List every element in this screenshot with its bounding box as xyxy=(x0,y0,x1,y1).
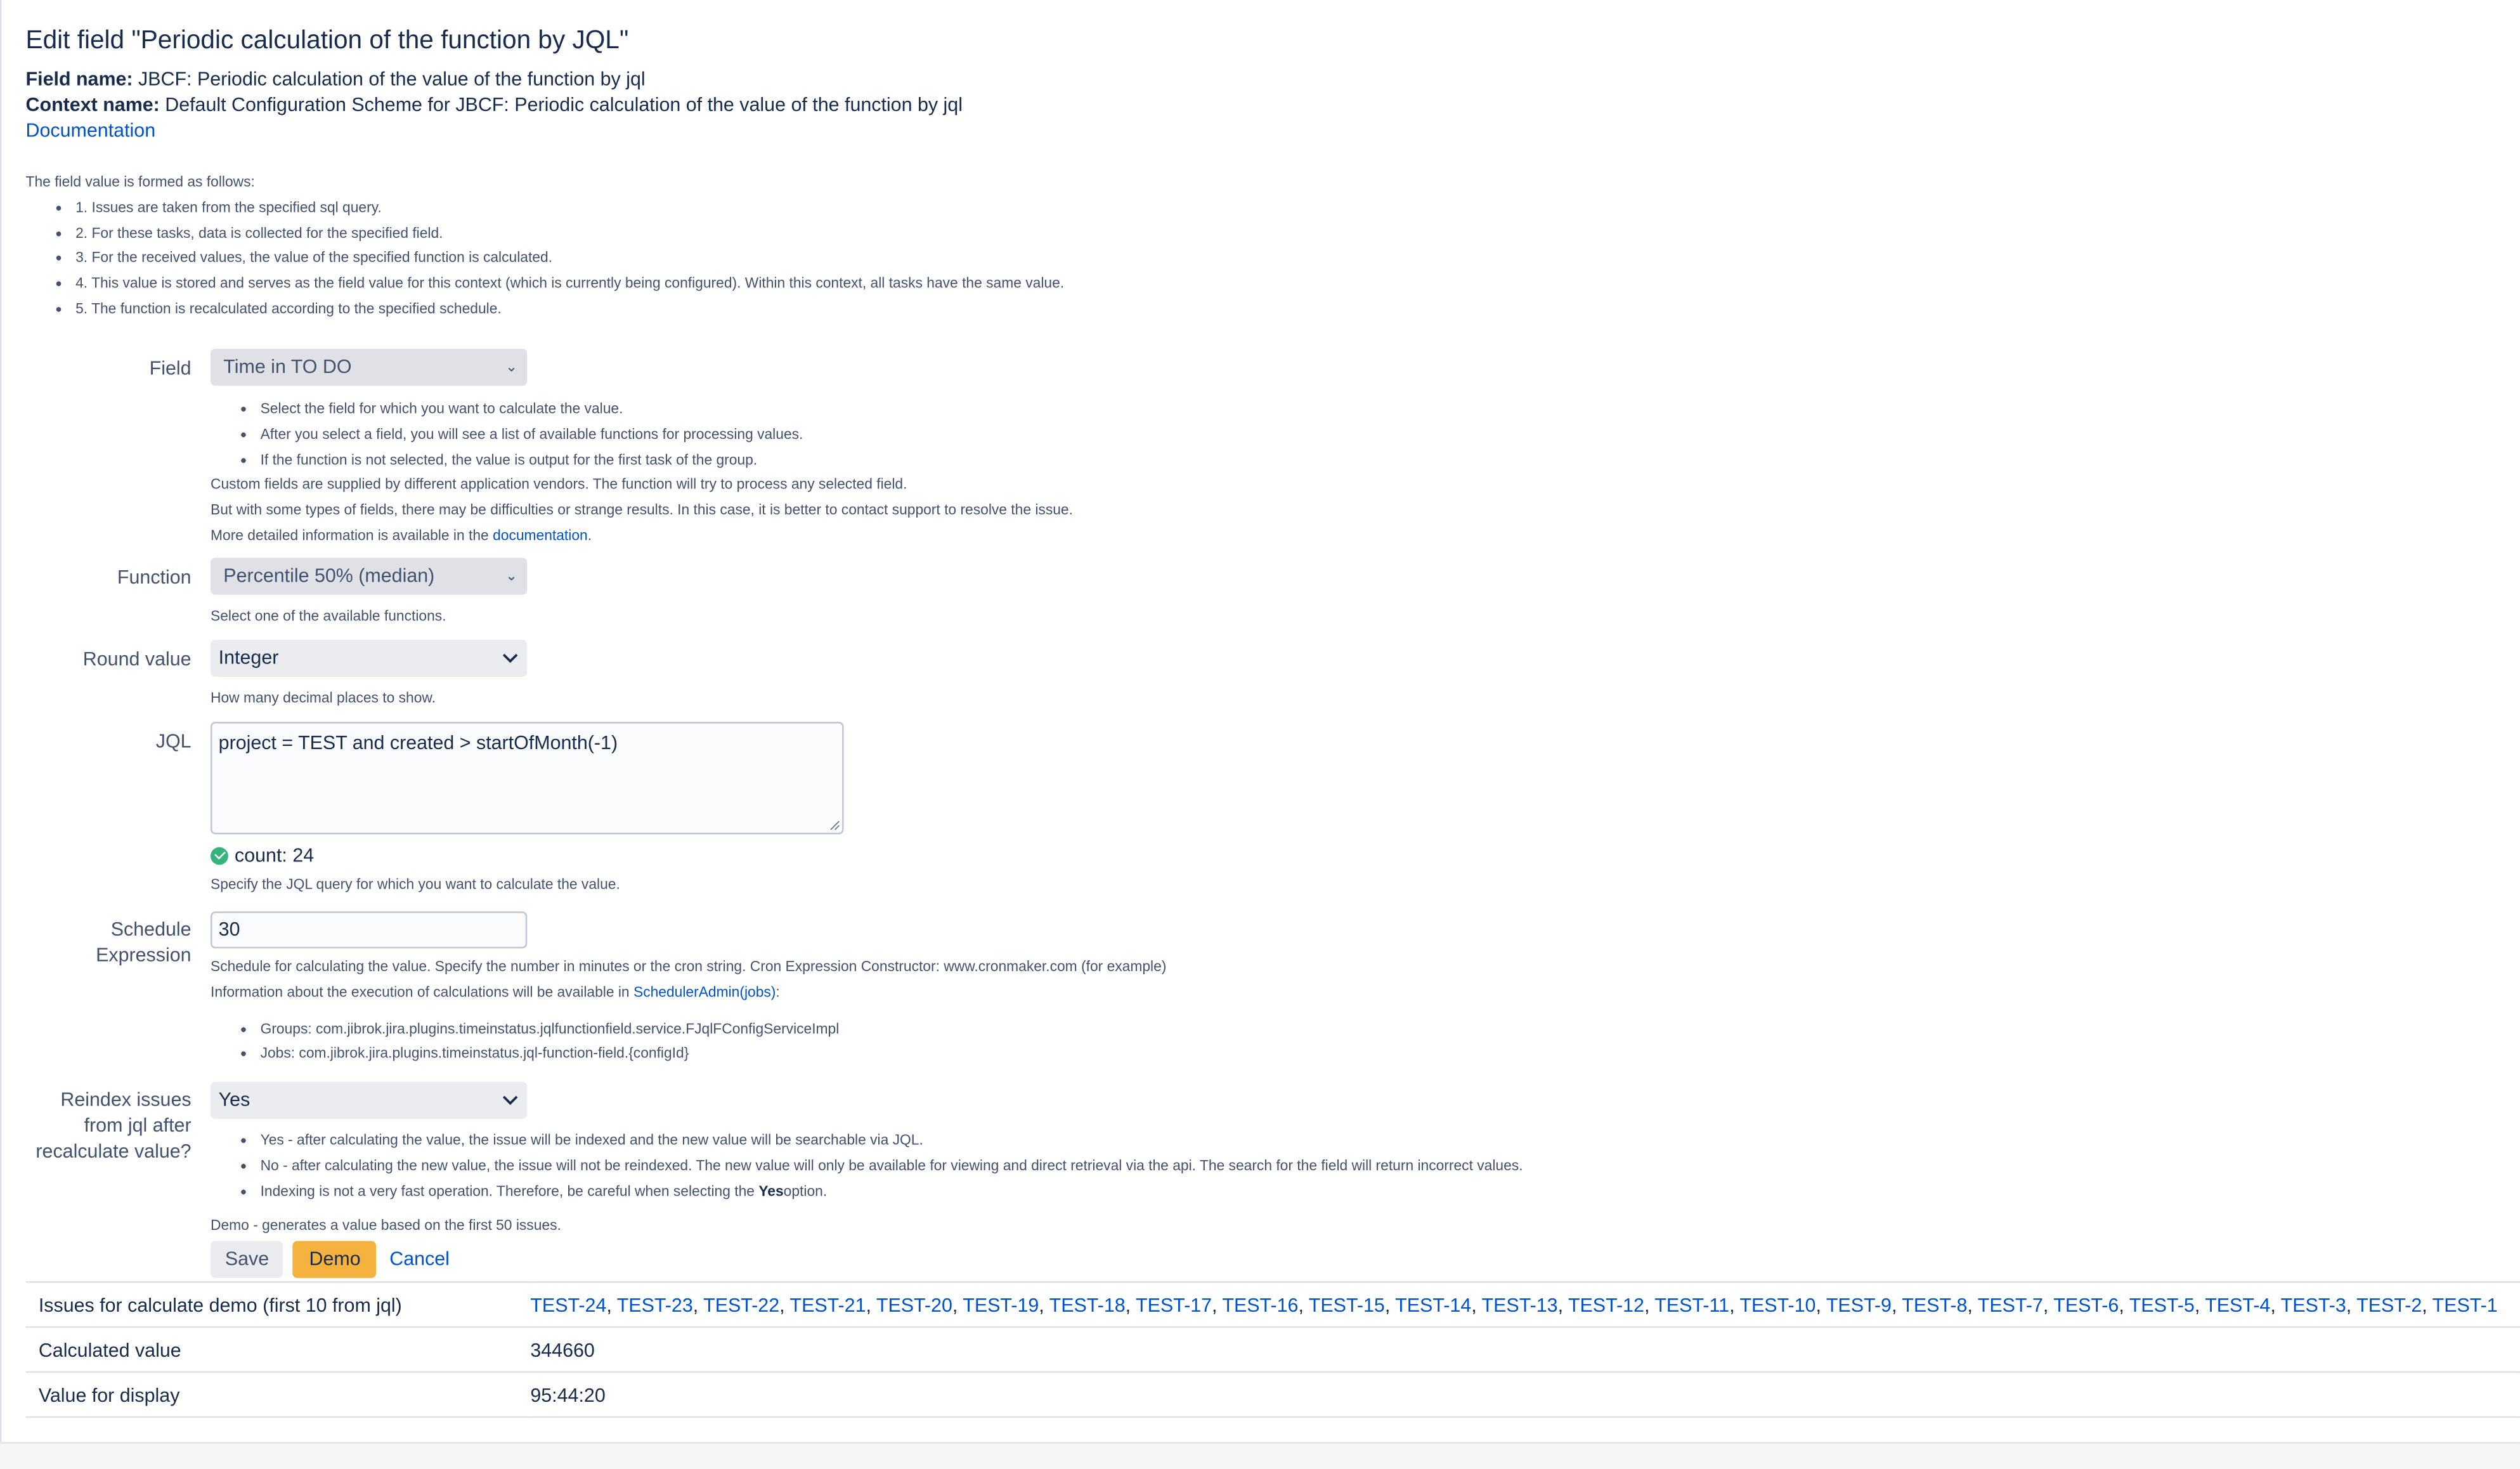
footer-bar xyxy=(0,1442,2520,1469)
field-label: Field xyxy=(149,356,192,380)
schedule-help-2 xyxy=(211,980,2300,1005)
reindex-item3-bold: Yes xyxy=(758,1182,784,1199)
issue-separator: , xyxy=(2270,1293,2281,1316)
reindex-select-value: Yes xyxy=(218,1088,250,1111)
issue-link[interactable]: TEST-22 xyxy=(703,1293,780,1316)
schedule-list xyxy=(211,1017,2300,1067)
issue-separator: , xyxy=(1125,1293,1136,1316)
intro-heading: The field value is formed as follows: xyxy=(25,173,255,190)
calculated-label: Calculated value xyxy=(26,1327,531,1372)
field-name-line xyxy=(26,66,2520,92)
issue-link[interactable]: TEST-16 xyxy=(1222,1293,1299,1316)
reindex-label xyxy=(26,1087,192,1164)
table-row xyxy=(26,1327,2520,1372)
issue-link[interactable]: TEST-13 xyxy=(1481,1293,1558,1316)
issue-link[interactable]: TEST-15 xyxy=(1308,1293,1385,1316)
issue-separator: , xyxy=(2422,1293,2432,1316)
issue-separator: , xyxy=(1967,1293,1978,1316)
calculated-value: 344660 xyxy=(530,1327,2520,1372)
issue-separator: , xyxy=(779,1293,790,1316)
field-note-3 xyxy=(211,524,2300,549)
round-select[interactable] xyxy=(211,640,527,677)
field-note-1: Custom fields are supplied by different application vendors. The function will try to process any selected field. xyxy=(211,476,907,493)
reindex-item3-prefix: Indexing is not a very fast operation. Therefore, be careful when selecting the xyxy=(260,1182,759,1199)
field-select-value: Time in TO DO xyxy=(223,355,352,378)
function-label: Function xyxy=(117,566,192,589)
issue-link[interactable]: TEST-23 xyxy=(616,1293,693,1316)
demo-button[interactable]: Demo xyxy=(293,1241,377,1278)
field-name-label: Field name: xyxy=(25,67,133,90)
issue-link[interactable]: TEST-19 xyxy=(963,1293,1039,1316)
field-help-list xyxy=(211,397,2300,473)
list-item: • 2. For these tasks, data is collected for the specified field. xyxy=(75,221,2520,247)
list-item: • Jobs: com.jibrok.jira.plugins.timeinstatus.jql-function-field.{configId} xyxy=(261,1042,2300,1067)
display-value: 95:44:20 xyxy=(530,1372,2520,1417)
list-item: • 1. Issues are taken from the specified sql query. xyxy=(75,196,2520,221)
jql-count-text: count: 24 xyxy=(235,844,315,867)
function-select-value: Percentile 50% (median) xyxy=(223,564,435,587)
round-select-value: Integer xyxy=(218,646,279,669)
issue-separator: , xyxy=(1557,1293,1568,1316)
save-button[interactable]: Save xyxy=(211,1241,283,1278)
chevron-down-icon: ⌄ xyxy=(505,567,518,584)
field-name-value: JBCF: Periodic calculation of the value of the function by jql xyxy=(133,67,646,90)
context-name-value: Default Configuration Scheme for JBCF: Periodic calculation of the value of the function by jql xyxy=(159,93,963,116)
schedule-help-2-suffix: : xyxy=(776,983,780,1000)
jql-label: JQL xyxy=(155,729,192,753)
issue-link[interactable]: TEST-8 xyxy=(1902,1293,1968,1316)
reindex-label-line3: recalculate value? xyxy=(36,1139,192,1163)
issue-link[interactable]: TEST-14 xyxy=(1395,1293,1472,1316)
schedule-label xyxy=(26,917,192,968)
issue-separator: , xyxy=(1891,1293,1902,1316)
list-item: • 4. This value is stored and serves as the field value for this context (which is currently being configured). Within this context, all tasks have the same value. xyxy=(75,272,2520,297)
issue-link[interactable]: TEST-4 xyxy=(2205,1293,2271,1316)
table-row xyxy=(26,1372,2520,1417)
issue-separator: , xyxy=(866,1293,876,1316)
reindex-list xyxy=(211,1128,2300,1205)
list-item: • After you select a field, you will see a list of available functions for processing values. xyxy=(261,422,2300,448)
issue-link[interactable]: TEST-2 xyxy=(2356,1293,2422,1316)
issue-separator: , xyxy=(1729,1293,1740,1316)
round-label: Round value xyxy=(82,648,192,670)
list-item: • 5. The function is recalculated according to the specified schedule. xyxy=(75,297,2520,323)
documentation-inline-link[interactable]: documentation xyxy=(493,527,588,544)
chevron-down-icon xyxy=(502,1092,519,1109)
table-row xyxy=(26,1282,2520,1327)
main-content xyxy=(26,22,2520,322)
issue-link[interactable]: TEST-1 xyxy=(2432,1293,2498,1316)
issue-separator: , xyxy=(1644,1293,1655,1316)
list-item: • Yes - after calculating the value, the issue will be indexed and the new value will be searchable via JQL. xyxy=(261,1128,2300,1154)
action-buttons xyxy=(211,1241,2300,1278)
issue-link[interactable]: TEST-12 xyxy=(1568,1293,1644,1316)
context-name-label: Context name: xyxy=(25,93,160,116)
schedule-help-2-prefix: Information about the execution of calculations will be available in xyxy=(211,983,633,1000)
documentation-link[interactable]: Documentation xyxy=(25,119,156,142)
issue-link[interactable]: TEST-18 xyxy=(1049,1293,1126,1316)
reindex-item3-suffix: option. xyxy=(783,1182,828,1199)
issue-link[interactable]: TEST-10 xyxy=(1739,1293,1816,1316)
issue-separator: , xyxy=(1384,1293,1396,1316)
issue-separator: , xyxy=(2194,1293,2205,1316)
issue-link[interactable]: TEST-3 xyxy=(2280,1293,2346,1316)
issue-separator: , xyxy=(1815,1293,1826,1316)
reindex-label-line1: Reindex issues xyxy=(60,1088,192,1111)
field-note-2: But with some types of fields, there may be difficulties or strange results. In this case, it is better to contact support to resolve the issue. xyxy=(211,502,1073,518)
issues-label: Issues for calculate demo (first 10 from jql) xyxy=(26,1282,531,1327)
issue-separator: , xyxy=(1471,1293,1482,1316)
issue-separator: , xyxy=(2346,1293,2357,1316)
list-item: • No - after calculating the new value, the issue will not be reindexed. The new value will only be available for viewing and direct retrieval via the api. The search for the field will return incorrect values. xyxy=(261,1154,2300,1179)
field-note-3-suffix: . xyxy=(587,527,592,544)
field-select[interactable] xyxy=(211,349,527,386)
chevron-down-icon xyxy=(502,650,519,667)
resize-handle-icon[interactable] xyxy=(829,820,841,832)
issue-link[interactable]: TEST-20 xyxy=(876,1293,952,1316)
issue-separator: , xyxy=(692,1293,704,1316)
round-help: How many decimal places to show. xyxy=(211,689,436,706)
jql-help: Specify the JQL query for which you want to calculate the value. xyxy=(211,876,620,892)
issue-separator: , xyxy=(606,1293,617,1316)
issue-link[interactable]: TEST-21 xyxy=(789,1293,866,1316)
list-item: • Groups: com.jibrok.jira.plugins.timeinstatus.jqlfunctionfield.service.FJqlFConfigServiceImpl xyxy=(261,1017,2300,1042)
jql-textarea[interactable] xyxy=(211,722,844,834)
page-title: Edit field "Periodic calculation of the function by JQL" xyxy=(25,27,629,55)
list-item xyxy=(261,1179,2300,1205)
schedule-help-1: Schedule for calculating the value. Specify the number in minutes or the cron string. Cron Expression Constructor: www.cronmaker.com (for example) xyxy=(211,958,1167,974)
schedule-input[interactable]: 30 xyxy=(211,911,527,948)
reindex-label-line2: from jql after xyxy=(84,1114,192,1137)
issue-link[interactable]: TEST-7 xyxy=(1977,1293,2043,1316)
issue-separator: , xyxy=(1212,1293,1223,1316)
left-border xyxy=(0,0,2,1444)
chevron-down-icon: ⌄ xyxy=(505,358,518,375)
intro-list xyxy=(26,196,2520,323)
issue-link[interactable]: TEST-24 xyxy=(530,1293,607,1316)
issue-separator: , xyxy=(2043,1293,2054,1316)
jql-count xyxy=(211,844,2300,866)
issue-link[interactable]: TEST-5 xyxy=(2129,1293,2195,1316)
demo-note: Demo - generates a value based on the first 50 issues. xyxy=(211,1217,561,1234)
reindex-select[interactable] xyxy=(211,1082,527,1119)
list-item: • If the function is not selected, the value is output for the first task of the group. xyxy=(261,448,2300,473)
function-select[interactable] xyxy=(211,558,527,594)
results-table xyxy=(26,1281,2520,1418)
issue-separator: , xyxy=(2119,1293,2129,1316)
issue-separator: , xyxy=(1039,1293,1049,1316)
issues-list xyxy=(530,1282,2520,1327)
jql-value: project = TEST and created > startOfMonth(-1) xyxy=(218,731,618,754)
issue-separator: , xyxy=(952,1293,963,1316)
check-circle-icon xyxy=(211,846,228,864)
list-item: • 3. For the received values, the value of the specified function is calculated. xyxy=(75,247,2520,272)
schedule-label-line2: Expression xyxy=(96,943,192,967)
issue-link[interactable]: TEST-9 xyxy=(1826,1293,1892,1316)
display-label: Value for display xyxy=(26,1372,531,1417)
context-name-line xyxy=(26,91,2520,117)
function-help: Select one of the available functions. xyxy=(211,608,446,624)
issue-separator: , xyxy=(1298,1293,1309,1316)
field-note-3-prefix: More detailed information is available in the xyxy=(211,527,493,544)
issue-link[interactable]: TEST-17 xyxy=(1136,1293,1212,1316)
cancel-button[interactable]: Cancel xyxy=(389,1248,450,1270)
issue-link[interactable]: TEST-6 xyxy=(2053,1293,2119,1316)
list-item: • Select the field for which you want to calculate the value. xyxy=(261,397,2300,422)
issue-link[interactable]: TEST-11 xyxy=(1654,1293,1730,1316)
schedule-label-line1: Schedule xyxy=(110,918,192,941)
intro-section xyxy=(26,171,2520,323)
scheduler-admin-link[interactable]: SchedulerAdmin(jobs) xyxy=(633,983,776,1000)
